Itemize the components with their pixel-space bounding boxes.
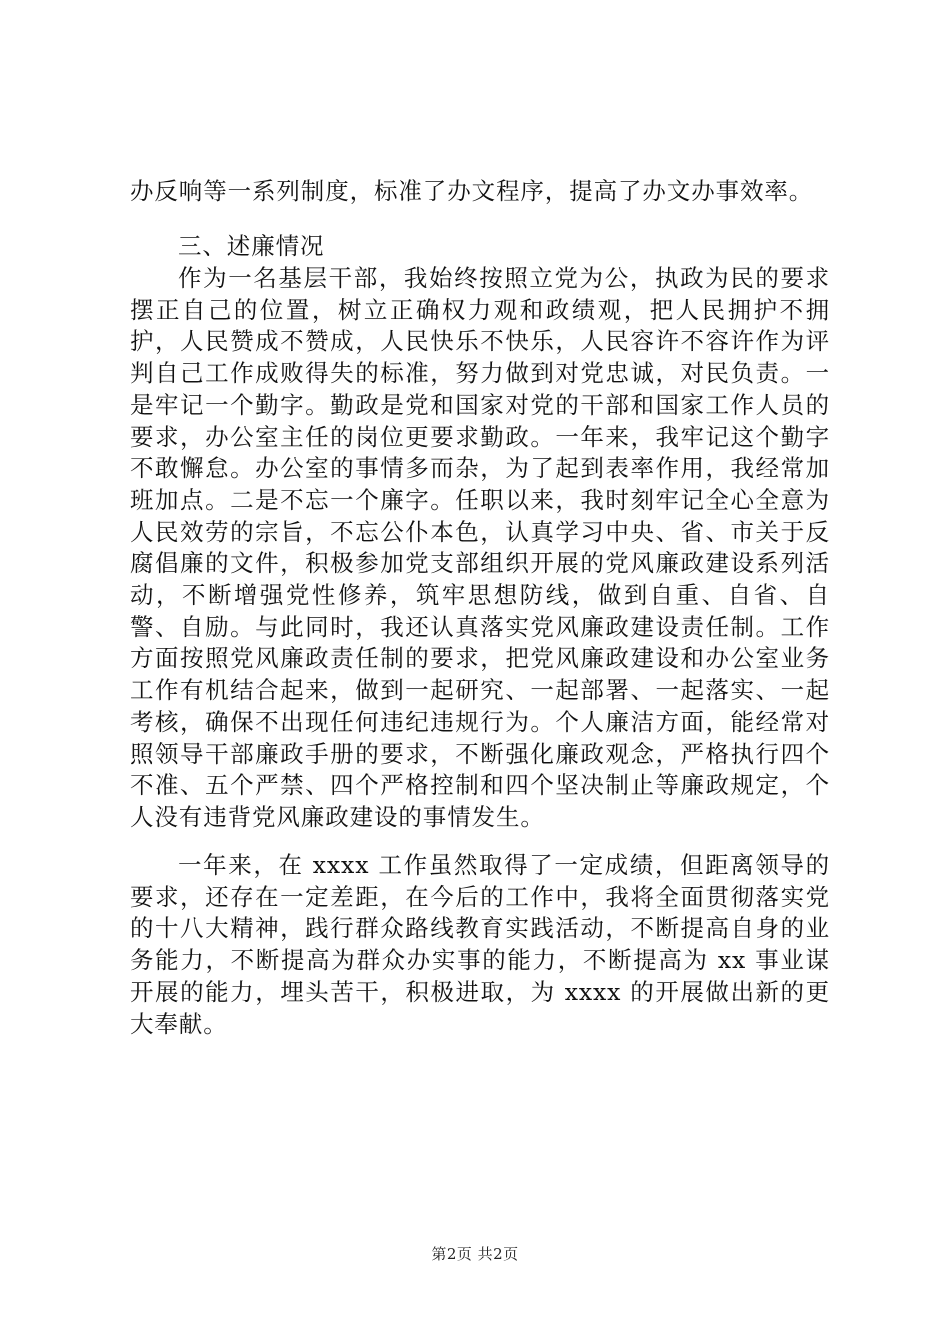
- closing-paragraph: 一年来，在 xxxx 工作虽然取得了一定成绩，但距离领导的要求，还存在一定差距，在今后的工作中，我将全面贯彻落实党的十八大精神，践行群众路线教育实践活动，不断提高自身的业务能力，不断提高为群众办实事的能力，不断提高为 xx 事业谋开展的能力，埋头苦干，积极进取，为 xxxx 的开展做出新的更大奉献。: [130, 851, 830, 1038]
- main-paragraph: 作为一名基层干部，我始终按照立党为公，执政为民的要求摆正自己的位置，树立正确权力观和政绩观，把人民拥护不拥护，人民赞成不赞成，人民快乐不快乐，人民容许不容许作为评判自己工作成败得失的标准，努力做到对党忠诚，对民负责。一是牢记一个勤字。勤政是党和国家对党的干部和国家工作人员的要求，办公室主任的岗位更要求勤政。一年来，我牢记这个勤字不敢懈怠。办公室的事情多而杂，为了起到表率作用，我经常加班加点。二是不忘一个廉字。任职以来，我时刻牢记全心全意为人民效劳的宗旨，不忘公仆本色，认真学习中央、省、市关于反腐倡廉的文件，积极参加党支部组织开展的党风廉政建设系列活动，不断增强党性修养，筑牢思想防线，做到自重、自省、自警、自励。与此同时，我还认真落实党风廉政建设责任制。工作方面按照党风廉政责任制的要求，把党风廉政建设和办公室业务工作有机结合起来，做到一起研究、一起部署、一起落实、一起考核，确保不出现任何违纪违规行为。个人廉洁方面，能经常对照领导干部廉政手册的要求，不断强化廉政观念，严格执行四个不准、五个严禁、四个严格控制和四个坚决制止等廉政规定，个人没有违背党风廉政建设的事情发生。: [130, 264, 830, 831]
- page-number-footer: 第2页 共2页: [431, 1245, 519, 1263]
- intro-paragraph: 办反响等一系列制度，标准了办文程序，提高了办文办事效率。: [130, 177, 814, 205]
- section-heading: 三、述廉情况: [178, 232, 325, 260]
